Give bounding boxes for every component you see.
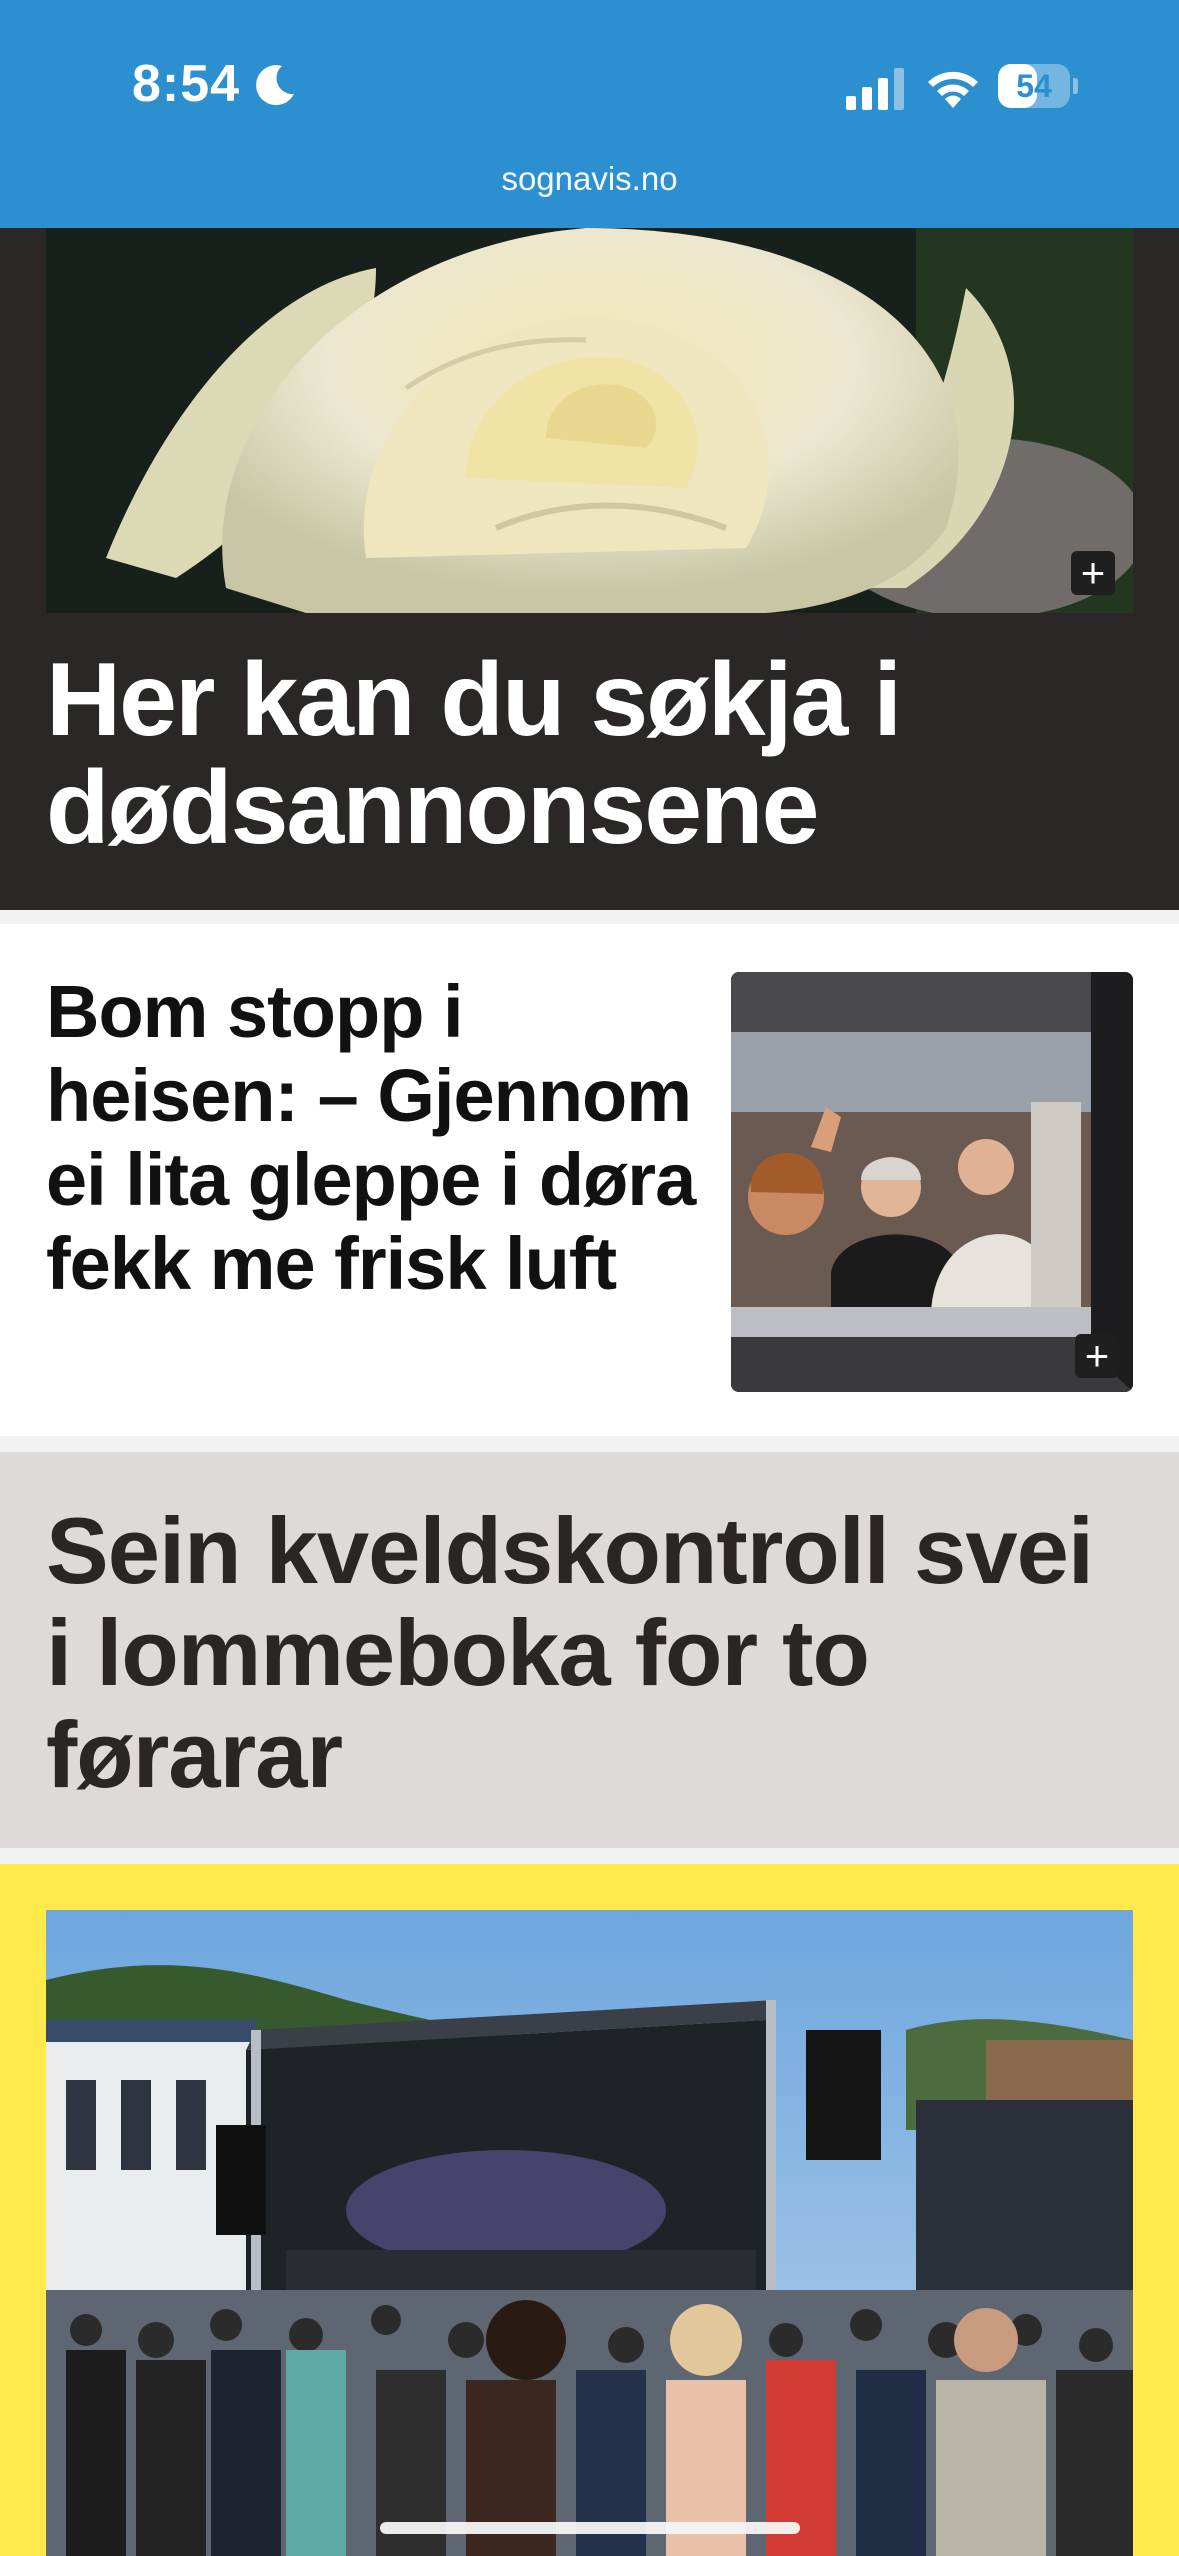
people-in-elevator-photo[interactable] xyxy=(731,972,1133,1392)
url-bar[interactable]: sognavis.no xyxy=(501,160,678,197)
battery-level: 54 xyxy=(1016,67,1052,104)
outdoor-concert-photo[interactable] xyxy=(46,1910,1133,2556)
elevator-illustration xyxy=(731,972,1133,1392)
article-title[interactable]: Sein kveldskontroll svei i lommeboka for to førarar xyxy=(46,1498,1093,1807)
battery-cap xyxy=(1073,78,1078,94)
article-card-elevator[interactable] xyxy=(0,924,1179,1436)
signal-icon xyxy=(846,68,906,110)
article-title[interactable]: Her kan du søkja i dødsannonsene xyxy=(46,642,901,866)
moon-icon xyxy=(252,62,298,108)
article-card-concert[interactable] xyxy=(0,1864,1179,2556)
wifi-icon xyxy=(924,66,982,110)
concert-illustration xyxy=(46,1910,1133,2556)
battery-icon xyxy=(998,64,1070,108)
article-card-obituaries[interactable] xyxy=(0,228,1179,910)
browser-header xyxy=(0,0,1179,228)
article-card-traffic-control[interactable] xyxy=(0,1452,1179,1848)
rose-illustration xyxy=(46,228,1133,613)
article-title[interactable]: Bom stopp i heisen: – Gjennom ei lita gleppe i døra fekk me frisk luft xyxy=(46,970,696,1305)
white-rose-photo[interactable] xyxy=(46,228,1133,613)
status-time: 8:54 xyxy=(132,55,241,113)
plus-icon[interactable]: + xyxy=(1071,551,1115,595)
plus-icon[interactable]: + xyxy=(1075,1334,1119,1378)
home-indicator[interactable] xyxy=(380,2522,800,2534)
